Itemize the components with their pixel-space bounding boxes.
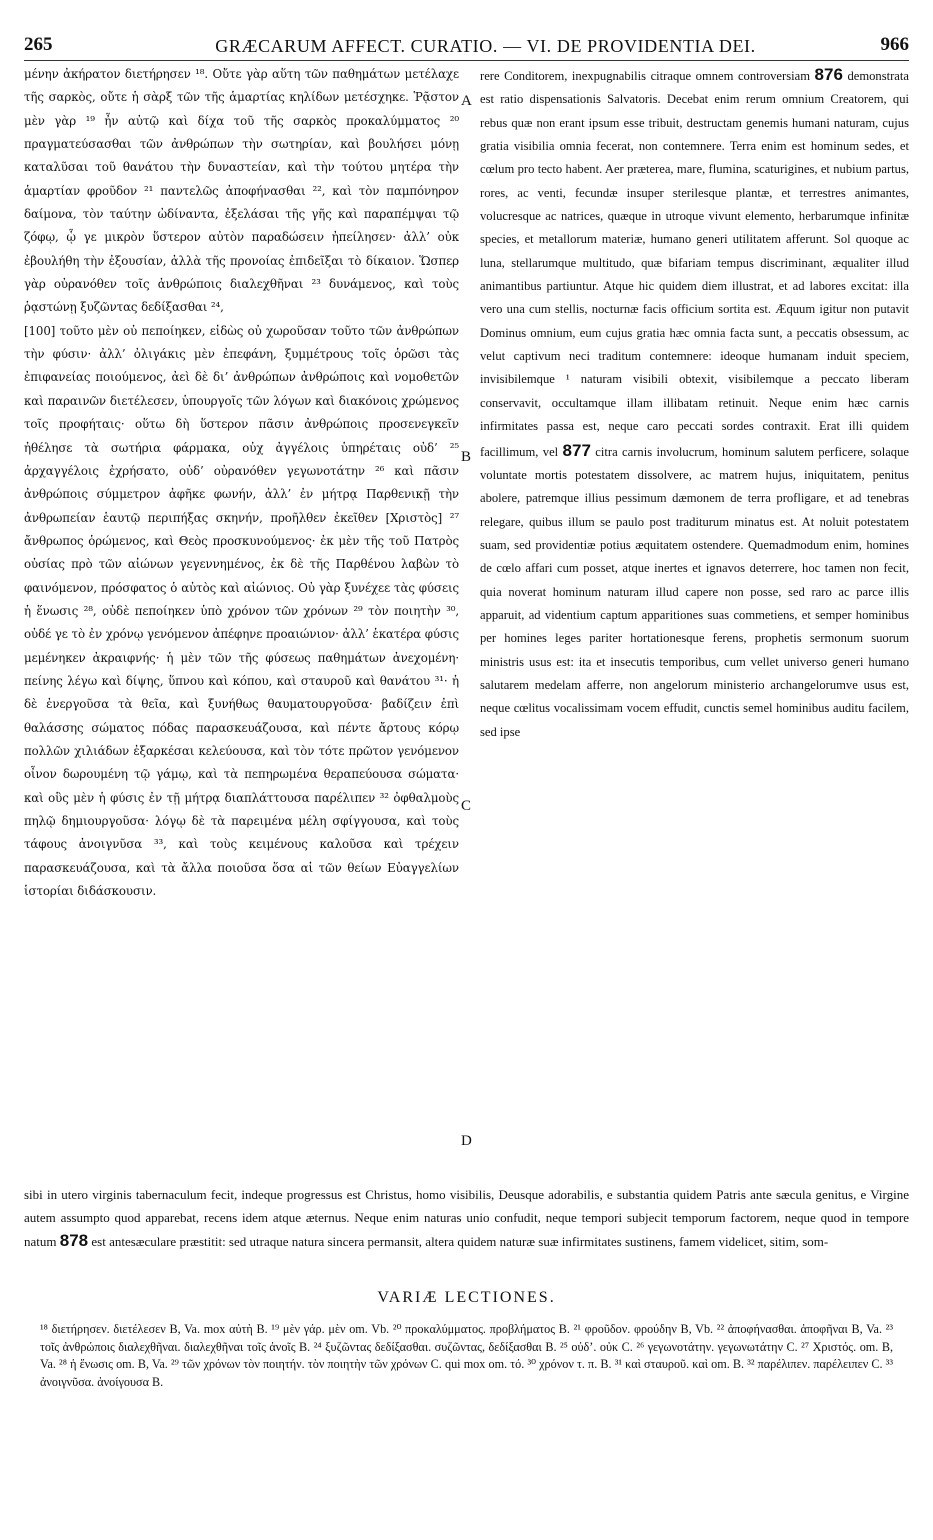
latin-paragraph: [480, 63, 909, 744]
variae-lectiones-heading: VARIÆ LECTIONES.: [377, 1289, 556, 1306]
greek-paragraph-2: [100] τοῦτο μὲν οὐ πεποίηκεν, εἰδὼς οὐ χωροῦσαν τοῦτο τῶν ἀνθρώπων τὴν φύσιν· ἀλλ’ ὀλιγάκις μὲν ἐπεφάνη, ξυμμέτρους τοῖς ὁρῶσι τὰς ἐπιφανείας ποιούμενος, ἀεὶ δὲ δι’ ἀνθρώπων ἀνθρώποις καὶ νομοθετῶν καὶ παραινῶν διετέλεσεν, ὑπουργοῖς τῶν λόγων καὶ διακόνοις χρώμενος τοῖς προφήταις· οὕτω δὴ ὕστερον πᾶσιν ἀνθρώποις προσενεγκεῖν ἠθέλησε τὰ σωτήρια φάρμακα, οὐχ ἀγγέλοις ὑπηρέταις οὐδ’ ²⁵ ἀρχαγγέλοις ἐχρήσατο, οὐδ’ οὐρανόθεν γεγωνοτάτην ²⁶ καὶ πᾶσιν ἀνθρώποις σύμμετρον ἀφῆκε φωνήν, ἀλλ’ ἐν μήτρᾳ Παρθενικῇ τὴν ἀνθρωπείαν ἑαυτῷ περιπήξας σκηνήν, προῆλθεν ἐκεῖθεν [Χριστὸς] ²⁷ ἄνθρωπος ὁρώμενος, καὶ Θεὸς προσκυνούμενος· ἐκ μὲν τῆς τοῦ Πατρὸς οὐσίας πρὸ τῶν αἰώνων γεγεννημένος, ἐκ δὲ τῆς Παρθένου λαβὼν τὸ φαινόμενον, πρόσφατος ὁ αὐτὸς καὶ αἰώνιος. Οὐ γὰρ ξυνέχεε τὰς φύσεις ἡ ἕνωσις ²⁸, οὐδὲ πεποίηκεν ὑπὸ χρόνον τῶν χρόνων ²⁹ τὸν ποιητὴν ³⁰, οὐδέ γε τὸ ἐν χρόνῳ γενόμενον ἀπέφηνε προαιώνιον· ἀλλ’ ἑκατέρα φύσις μεμένηκεν ἀκραιφνής· ἡ μὲν τῶν τῆς φύσεως παθημάτων ἀνεχομένη· πείνης λέγω καὶ δίψης, ὕπνου καὶ κόπου, καὶ σταυροῦ καὶ θανάτου ³¹· ἡ δὲ ἐνεργοῦσα τὰ θεῖα, καὶ ξυνήθως θαυματουργοῦσα· βαδίζειν ἐπὶ θαλάσσης σώματος πόδας παρασκευάζουσα, καὶ πέντε ἄρτους κόρῳ πολλῶν χιλιάδων ἐξαρκέσαι κελεύουσα, καὶ τὸν τότε πρῶτον γενόμενον οἶνον δωρουμένη τῷ γάμῳ, καὶ τὰ πεπηρωμένα θεραπεύουσα σώματα· καὶ οὓς μὲν ἡ φύσις ἐν τῇ μήτρᾳ διαπλάττουσα παρέλιπεν ³² ὀφθαλμοὺς πηλῷ δημιουργοῦσα· λόγῳ δὲ τὰ παρειμένα μέλη σφίγγουσα, καὶ τοὺς τάφους ἀνοιγνῦσα ³³, καὶ τοὺς κειμένους καλοῦσα καὶ τρέχειν παρασκευάζουσα, καὶ τὰ ἄλλα ποιοῦσα ὅσα αἱ τῶν θείων Εὐαγγελίων ἱστορίαι διδάσκουσιν.: [24, 323, 459, 899]
margin-letter-d: D: [461, 1133, 472, 1149]
latin-text-1: rere Conditorem, inexpugnabilis citraque omnem controversiam: [480, 69, 810, 83]
greek-column: [24, 63, 459, 1185]
running-title: GRÆCARUM AFFECT. CURATIO. — VI. DE PROVIDENTIA DEI.: [215, 36, 756, 56]
latin-text-2: demonstrata est ratio dispensationis Salvatoris. Decebat enim rerum omnium Creatorem, qui rebus quæ non erant ipsum esse tribuit, destructam genemis humani naturam, cujus gratia visibilia omnia fecerat, non contemnere. Terra enim est hominum sedes, et cœlum pro tecto habent. Aer præterea, mare, flumina, scaturigines, et nubium partus, rores, ac venti, fecundæ insuper sterilesque plantæ, et terrestres animantes, volucresque ac natrices, quæque in utroque vivunt elemento, herbarumque infinitæ species, et metallorum materiæ, humano generi utilitatem afferunt. Sol quoque ac luna, stellarumque multitudo, quæ bifariam tempus discriminant, æqualiter illud animantibus partiuntur. Atque hic quidem diem illustrat, et ad labores excitat: illa vero una cum stellis, nocturnæ facis officium sortita est. Æquum igitur non putavit Dominus omnium, eum cujus gratia hæc omnia facta sunt, a peccatis obsessum, ac velut captivum neci traditum contemnere: ideoque humanam induit speciem, invisibilemque ¹ naturam visibili obtexit, visibilemque a peccato liberam conservavit, occultamque illam illibatam retinuit. Neque enim hæc carnis infirmitates passa est, neque caro peccati sordes contraxit. Erat illi quidem facillimum, vel: [480, 69, 909, 459]
running-header: [24, 30, 909, 61]
greek-paragraph-1: μένην ἀκήρατον διετήρησεν ¹⁸. Οὔτε γὰρ αὕτη τῶν παθημάτων μετέλαχε τῆς σαρκὸς, οὔτε ἡ σὰρξ τῶν τῆς ἁμαρτίας κηλίδων μετέσχηκε. Ῥᾷστον μὲν γὰρ ¹⁹ ἦν αὐτῷ καὶ δίχα τοῦ τῆς σαρκὸς προκαλύμματος ²⁰ πραγματεύσασθαι τῶν ἀνθρώπων τὴν σωτηρίαν, καὶ βουλήσει μόνῃ καταλῦσαι τοῦ θανάτου τὴν δυναστείαν, καὶ τὴν τούτου μητέρα τὴν ἁμαρτίαν φροῦδον ²¹ παντελῶς ἀποφήνασθαι ²², καὶ τὸν παμπόνηρον δαίμονα, τὸν ταύτην ὠδίναντα, ἐξελάσαι τῆς γῆς καὶ παραπέμψαι τῷ ζόφῳ, ᾧ γε μικρὸν ὕστερον αὐτὸν παραδώσειν ἠπείλησεν· ἀλλ’ οὐκ ἐβουλήθη τὴν ἐξουσίαν, ἀλλὰ τῆς προνοίας ἐπιδεῖξαι τὸ δίκαιον. Ὥσπερ γὰρ οὐρανόθεν τοῖς ἀνθρώποις διαλεχθῆναι ²³ δυνάμενος, καὶ τοὺς ῥᾳστώνῃ ξυζῶντας δεδίξασθαι ²⁴,: [24, 67, 459, 315]
margin-letter-c: C: [461, 798, 472, 814]
two-column-body: [24, 63, 909, 1185]
variae-lectiones-notes: ¹⁸ διετήρησεν. διετέλεσεν B, Va. mox αὐτὴ B. ¹⁹ μὲν γάρ. μὲν om. Vb. ²⁰ προκαλύμματος. προβλήματος B. ²¹ φροῦδον. φρούδην B, Vb. ²² ἀποφήνασθαι. ἀποφῆναι B, Va. ²³ τοῖς ἀνθρώποις διαλεχθῆναι. διαλεχθῆναι τοῖς ἀνοῖς B. ²⁴ ξυζῶντας δεδίξασθαι. συζῶντας, δεδίξασθαι B. ²⁵ οὐδ’. οὐκ C. ²⁶ γεγωνοτάτην. γεγωνωτάτην C. ²⁷ Χριστός. om. B, Va. ²⁸ ἡ ἕνωσις om. B, Va. ²⁹ τῶν χρόνων τὸν ποιητήν. τὸν ποιητὴν τῶν χρόνων C. qui mox om. τό. ³⁰ χρόνον τ. π. B. ³¹ καὶ σταυροῦ. καὶ om. B. ³² παρέλιπεν. παρέλειπεν C. ³³ ἀνοιγνῦσα. ἀνοίγουσα B.: [40, 1322, 893, 1389]
book-page: [24, 30, 909, 1525]
margin-letter-b: B: [461, 449, 472, 465]
latin-column: [480, 63, 909, 1185]
margin-letter-a: A: [461, 93, 472, 109]
latin-text-3: citra carnis involucrum, hominum salutem perficere, solaque voluntate mortis potestatem dissolvere, ac matrem hujus, iniquitatem, penitus abolere, patremque illius pessimum dæmonem de terra profligare, et ad tenebras relegare, quibus illum se paulo post traditurum minatus est. At noluit potestatem suam, sed providentiæ potius æquitatem ostendere. Quemadmodum enim, homines de cœlo affari cum posset, atque inertes et ignavos deterrere, hoc tamen non fecit, quia noverat hominum naturam illud capere non posse, sed raro ac parce illis apparuit, ad videntium captum apparitiones suas commetiens, et semper hominibus per homines leges pariter hortationesque ferens, prophetis sermonum suorum ministris usus est: ita et insecutis temporibus, cum vellet universo generi humano salutarem medelam afferre, non angelorum ministerio archangelorumve usus est, neque cœlitus vocalissimam vocem effudit, cunctis semel hominibus auditu facilem, sed ipse: [480, 444, 909, 739]
full-width-latin-continuation: [24, 1183, 909, 1253]
right-page-number: 966: [880, 34, 909, 55]
column-number-877: 877: [562, 440, 591, 460]
column-number-878: 878: [59, 1231, 89, 1250]
tail-text-1: sibi in utero virginis tabernaculum fecit, indeque progressus est Christus, homo visibilis, Deusque adorabilis, e substantia quidem Patris ante sæcula genitus, e Virgine autem assumpto quod apparebat, recens idem atque æternus. Neque enim naturas unio confudit, neque tempori subjecit temporum factorem, neque quod in tempore natum: [24, 1187, 909, 1249]
column-number-876: 876: [814, 65, 843, 84]
left-page-number: 265: [24, 34, 53, 55]
tail-text-2: est antesæculare præstitit: sed utraque natura sincera permansit, altera quidem naturæ suæ infirmitates sustinens, famem videlicet, sitim, som-: [91, 1234, 829, 1249]
